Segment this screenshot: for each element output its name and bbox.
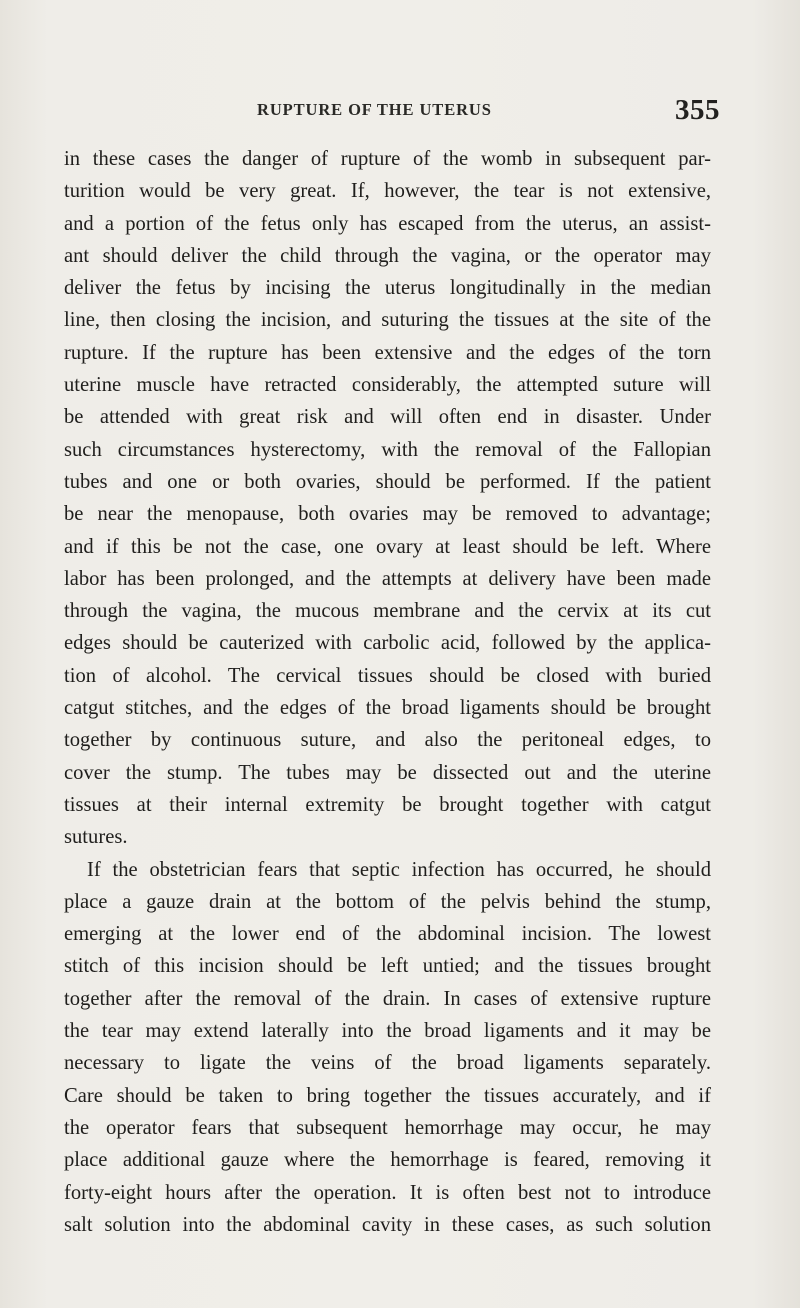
text-line: together after the removal of the drain. In cases of extensive rupture [64,987,711,1010]
text-line: such circumstances hysterectomy, with the removal of the Fallopian [64,438,711,461]
text-line: tissues at their internal extremity be brought together with catgut [64,793,711,816]
text-line: the operator fears that subsequent hemorrhage may occur, he may [64,1116,711,1139]
running-header [0,94,800,124]
text-line: turition would be very great. If, however, the tear is not extensive, [64,180,711,203]
text-line: forty-eight hours after the operation. It is often best not to introduce [64,1181,711,1204]
text-line: be near the menopause, both ovaries may be removed to advantage; [64,503,711,526]
text-line: edges should be cauterized with carbolic acid, followed by the applica- [64,632,711,655]
text-line: ant should deliver the child through the vagina, or the operator may [64,244,711,267]
text-line: salt solution into the abdominal cavity in these cases, as such solution [64,1213,711,1236]
text-line: deliver the fetus by incising the uterus longitudinally in the median [64,277,711,300]
text-line: catgut stitches, and the edges of the broad ligaments should be brought [64,697,711,720]
text-line: stitch of this incision should be left untied; and the tissues brought [64,955,711,978]
text-line: line, then closing the incision, and suturing the tissues at the site of the [64,309,711,332]
text-line: cover the stump. The tubes may be dissected out and the uterine [64,761,711,784]
text-line: uterine muscle have retracted considerably, the attempted suture will [64,374,711,397]
text-line: necessary to ligate the veins of the broad ligaments separately. [64,1052,711,1075]
paragraph-end-line: sutures. [64,826,128,849]
running-title: RUPTURE OF THE UTERUS [257,100,492,119]
text-line: the tear may extend laterally into the broad ligaments and it may be [64,1020,711,1043]
text-line: tion of alcohol. The cervical tissues should be closed with buried [64,664,711,687]
text-line: through the vagina, the mucous membrane and the cervix at its cut [64,600,711,623]
text-line: labor has been prolonged, and the attempts at delivery have been made [64,567,711,590]
text-line: rupture. If the rupture has been extensive and the edges of the torn [64,341,711,364]
text-line: place additional gauze where the hemorrhage is feared, removing it [64,1149,711,1172]
text-line: and a portion of the fetus only has escaped from the uterus, an assist- [64,212,711,235]
text-line: tubes and one or both ovaries, should be performed. If the patient [64,470,711,493]
text-line: in these cases the danger of rupture of the womb in subsequent par- [64,148,711,170]
text-line: together by continuous suture, and also the peritoneal edges, to [64,729,711,752]
text-line: Care should be taken to bring together the tissues accurately, and if [64,1084,711,1107]
text-line: and if this be not the case, one ovary at least should be left. Where [64,535,711,558]
text-line: be attended with great risk and will often end in disaster. Under [64,406,711,429]
text-line: emerging at the lower end of the abdominal incision. The lowest [64,923,711,946]
paragraph-start-line: If the obstetrician fears that septic infection has occurred, he should [87,858,711,881]
text-line: place a gauze drain at the bottom of the pelvis behind the stump, [64,890,711,913]
body-text [64,143,711,1241]
page-number: 355 [675,94,720,126]
